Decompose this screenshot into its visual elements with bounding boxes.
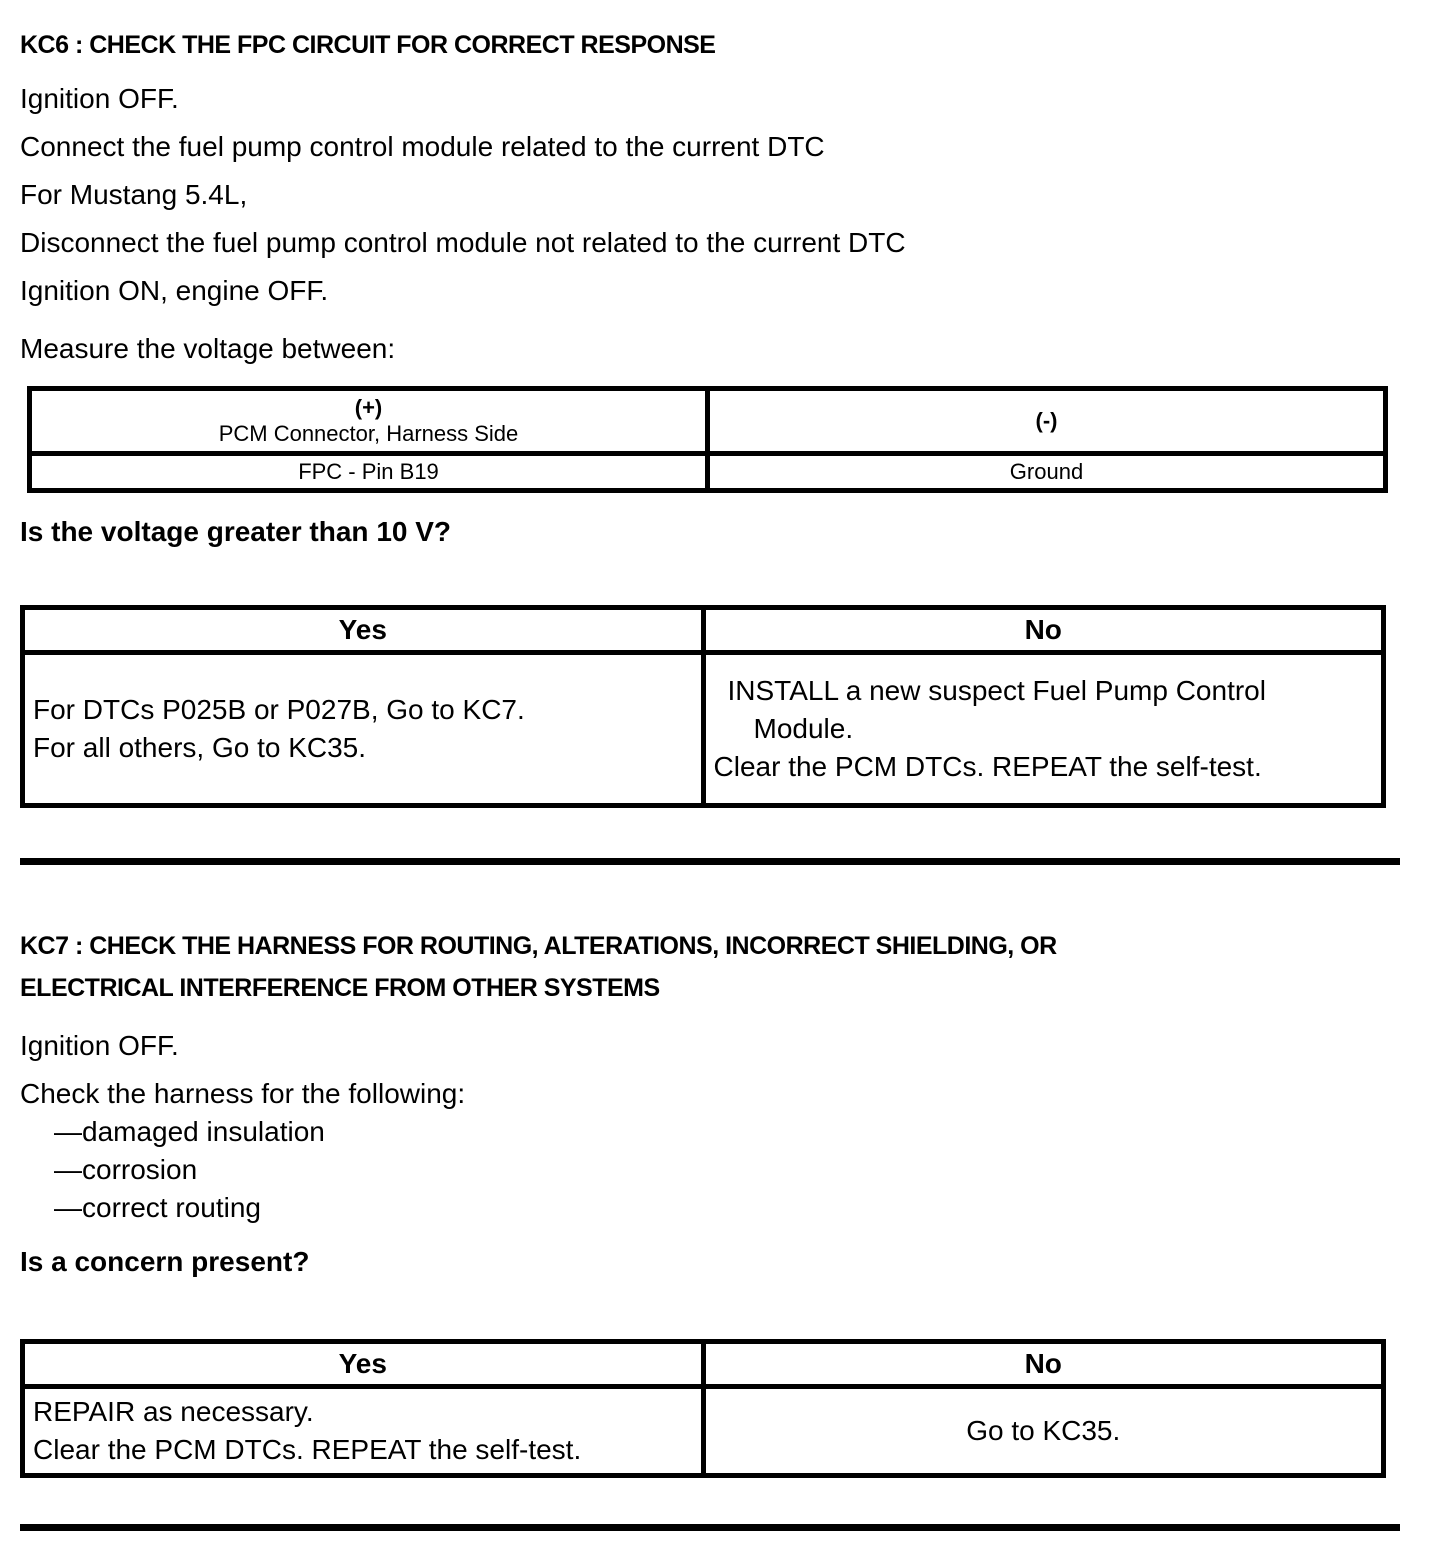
kc7-question: Is a concern present? bbox=[20, 1246, 310, 1277]
kc6-decision-header-row bbox=[23, 608, 1384, 653]
kc6-yes-header: Yes bbox=[23, 608, 704, 653]
kc6-step-ignition-on: Ignition ON, engine OFF. bbox=[20, 275, 329, 306]
negative-lead-header bbox=[708, 389, 1386, 454]
kc7-yes-header: Yes bbox=[23, 1342, 704, 1387]
voltage-table-value-row bbox=[30, 454, 1386, 491]
check-item-correct-routing: —correct routing bbox=[54, 1192, 261, 1223]
kc7-decision-header-row bbox=[23, 1342, 1384, 1387]
voltage-table-header-row bbox=[30, 389, 1386, 454]
kc7-yes-cell bbox=[23, 1387, 704, 1476]
kc6-step-measure-voltage: Measure the voltage between: bbox=[20, 333, 396, 364]
kc7-yes-line-2: Clear the PCM DTCs. REPEAT the self-test. bbox=[33, 1434, 582, 1465]
kc7-decision-table bbox=[20, 1339, 1386, 1478]
kc6-step-disconnect-module: Disconnect the fuel pump control module not related to the current DTC bbox=[20, 227, 906, 258]
check-item-corrosion: —corrosion bbox=[54, 1154, 198, 1185]
kc6-decision-body-row bbox=[23, 653, 1384, 806]
negative-sign: (-) bbox=[1035, 408, 1058, 433]
positive-sign: (+) bbox=[354, 395, 383, 420]
kc7-decision-body-row bbox=[23, 1387, 1384, 1476]
kc6-step-ignition-off: Ignition OFF. bbox=[20, 83, 179, 114]
kc6-question: Is the voltage greater than 10 V? bbox=[20, 516, 452, 547]
page-bottom-rule bbox=[20, 1524, 1400, 1531]
section-kc6 bbox=[20, 30, 1436, 865]
kc6-step-mustang: For Mustang 5.4L, bbox=[20, 179, 248, 210]
positive-sub-label: PCM Connector, Harness Side bbox=[218, 421, 519, 446]
kc7-yes-line-1: REPAIR as necessary. bbox=[33, 1396, 314, 1427]
kc6-yes-line-1: For DTCs P025B or P027B, Go to KC7. bbox=[33, 694, 525, 725]
kc7-heading: KC7 : CHECK THE HARNESS FOR ROUTING, ALTERATIONS, INCORRECT SHIELDING, OR ELECTRICAL INTERFERENCE FROM OTHER SYSTEMS bbox=[20, 932, 1057, 1002]
section-kc7 bbox=[20, 925, 1436, 1531]
kc6-no-install-item: INSTALL a new suspect Fuel Pump Control Module. bbox=[727, 675, 1266, 744]
positive-lead-header bbox=[30, 389, 708, 454]
harness-check-list bbox=[54, 1115, 1436, 1225]
kc7-step-ignition-off: Ignition OFF. bbox=[20, 1030, 179, 1061]
check-item-damaged-insulation: —damaged insulation bbox=[54, 1116, 325, 1147]
kc6-no-cell bbox=[703, 653, 1384, 806]
kc6-no-header: No bbox=[703, 608, 1384, 653]
kc6-step-connect-module: Connect the fuel pump control module related to the current DTC bbox=[20, 131, 825, 162]
negative-lead-value: Ground bbox=[708, 454, 1386, 491]
kc6-no-clear-line: Clear the PCM DTCs. REPEAT the self-test. bbox=[713, 751, 1262, 782]
kc6-yes-cell bbox=[23, 653, 704, 806]
kc6-decision-table bbox=[20, 605, 1386, 808]
kc7-step-check-harness: Check the harness for the following: bbox=[20, 1078, 466, 1109]
voltage-measurement-table bbox=[27, 386, 1388, 493]
section-separator-rule bbox=[20, 858, 1400, 865]
kc6-yes-line-2: For all others, Go to KC35. bbox=[33, 732, 367, 763]
kc7-no-header: No bbox=[703, 1342, 1384, 1387]
kc6-heading: KC6 : CHECK THE FPC CIRCUIT FOR CORRECT RESPONSE bbox=[20, 31, 716, 59]
positive-lead-value: FPC - Pin B19 bbox=[30, 454, 708, 491]
kc7-no-cell: Go to KC35. bbox=[703, 1387, 1384, 1476]
